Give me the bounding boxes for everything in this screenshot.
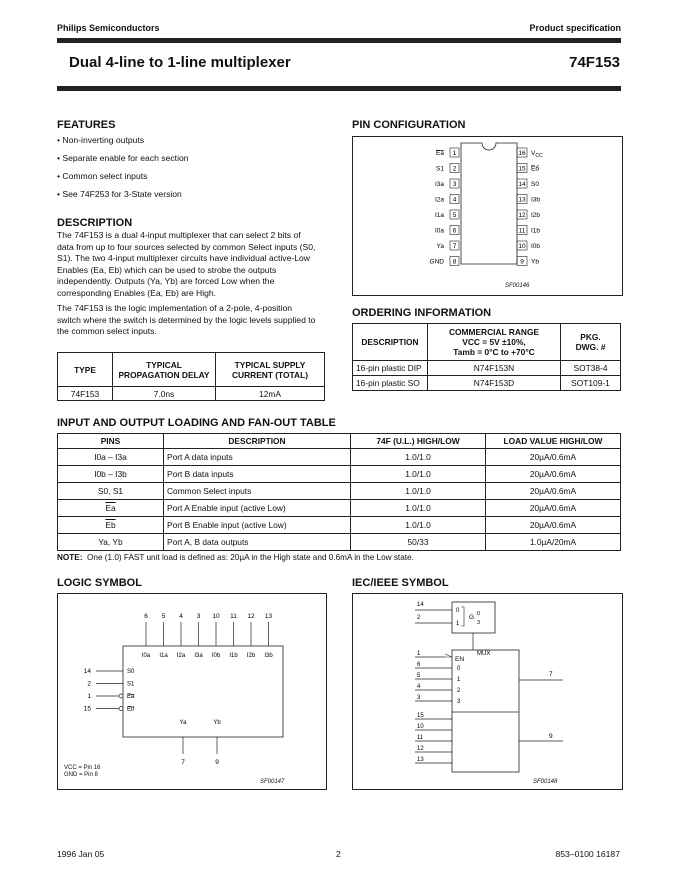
pin-label: I3b [531,196,541,204]
description-heading: DESCRIPTION [57,217,133,229]
delay-header: TYPICAL PROPAGATION DELAY [113,353,216,387]
ordering-pkg-header: PKG. DWG. # [561,324,621,361]
type-header: TYPE [58,353,113,387]
features-list [57,135,189,207]
logic-symbol-diagram [58,594,326,789]
pin-number: 4 [417,684,421,690]
data-index: 3 [457,699,461,705]
pin-number: 7 [549,671,553,678]
feature-item: • Non-inverting outputs [57,135,145,145]
fanout-header: LOAD VALUE HIGH/LOW [486,434,621,449]
en-label: EN [455,656,465,663]
footer-page: 2 [336,849,341,859]
current-cell: 12mA [216,387,325,401]
fanout-row [58,534,621,551]
pin-number: 15 [518,165,526,173]
select-brace [461,607,464,626]
pin-label: I1b [531,227,541,235]
pin-number: 9 [520,258,524,266]
pin-number: 7 [181,759,185,766]
mux-label: MUX [477,651,491,657]
select-bit: 1 [456,621,460,627]
doc-type: Product specification [529,23,621,33]
pin-number: 5 [417,673,421,679]
pin-label: Ea [436,150,444,157]
description-para-2: The 74F153 is the logic implementation of a 2-pole, 4-position switch where the switch is determined by the logic levels supplied to the common select inputs. [57,303,316,337]
input-label: I1b [229,653,238,659]
title-rule [57,86,621,91]
fanout-cell: $\overline{Ea}$ [58,500,164,517]
fanout-cell: Port B data inputs [164,466,351,483]
pin-number: 14 [417,602,424,608]
fanout-header: PINS [58,434,164,449]
pin-number: 6 [417,662,421,668]
type-table [57,352,325,401]
fanout-cell: 1.0/1.0 [351,500,486,517]
iec-symbol-diagram [353,594,622,789]
pin-number: 7 [452,243,457,250]
pin-number: 10 [212,613,220,620]
inversion-bubble [119,694,123,698]
ordering-cell: SOT38-4 [561,361,621,376]
pin-number: 13 [264,613,273,620]
pin-number: 12 [518,212,526,219]
pin-label: I3a [434,181,444,188]
g-top: 0 [477,611,481,617]
fanout-cell: Port A data inputs [164,449,351,466]
feature-item: • See 74F253 for 3-State version [57,189,182,199]
pin-number: 13 [417,757,424,763]
output-label: Ya [179,720,187,726]
fanout-header: DESCRIPTION [164,434,351,449]
fanout-cell: 20µA/0.6mA [486,483,621,500]
header-rule [57,38,621,43]
features-heading: FEATURES [57,119,116,131]
input-label: Ea [127,694,135,700]
fanout-cell: Common Select inputs [164,483,351,500]
g-bot: 3 [477,620,481,626]
pin-config-heading: PIN CONFIGURATION [352,119,466,131]
logic-symbol-box [57,593,327,790]
fanout-row [58,517,621,534]
pin-number: 13 [518,196,526,204]
logic-symbol-heading: LOGIC SYMBOL [57,577,142,589]
input-label: S1 [127,681,135,688]
pin-number: 12 [417,746,424,752]
iec-symbol-box [352,593,623,790]
fanout-cell: 1.0/1.0 [351,517,486,534]
fanout-cell: $\overline{Eb}$ [58,517,164,534]
input-label: Eb [127,706,135,713]
part-number: 74F153 [569,54,620,71]
feature-item: • Common select inputs [57,171,148,181]
pin-number: 1 [417,651,421,657]
ordering-cell: SOT109-1 [561,376,621,391]
pin-number: 6 [144,613,148,620]
data-index: 0 [457,666,461,672]
pin-number: 11 [417,735,424,741]
pin-number: 5 [161,613,166,620]
description-para-1: The 74F153 is a dual 4-input multiplexer that can select 2 bits of data from up to four sources selected by common Select inputs (S0, S1). The two 4-input multiplexer circuits have individual active-Low Enables (Ea, Eb) which can be used to strobe the outputs independently. Outputs (Ya, Yb) are forced Low when the corresponding Enables (Ea, Eb) are High. [57,230,316,298]
input-label: I0a [141,653,151,659]
pin-number: 14 [518,181,526,188]
power-notes: VCC = Pin 16 GND = Pin 8 [64,765,101,778]
fanout-heading: INPUT AND OUTPUT LOADING AND FAN-OUT TABLE [57,417,336,429]
footer-date: 1996 Jan 05 [57,849,105,859]
pin-number: 12 [247,613,255,620]
fanout-cell: I0a – I3a [58,449,164,466]
pin-label: GND [429,258,444,266]
feature-item: • Separate enable for each section [57,153,189,163]
fanout-cell: 1.0/1.0 [351,449,486,466]
pin-number: 15 [417,713,424,719]
ordering-cell: N74F153N [428,361,561,376]
pin-number: 9 [549,733,553,740]
output-label: Yb [213,720,221,726]
pin-number: 2 [452,165,457,173]
g-label: G [469,614,475,621]
pin-label: I0b [531,243,541,250]
input-label: S0 [127,669,135,675]
fanout-table [57,433,621,551]
pin-number: 15 [83,705,91,713]
fanout-cell: 20µA/0.6mA [486,500,621,517]
pin-number: 6 [452,227,457,235]
fanout-cell: Port A Enable input (active Low) [164,500,351,517]
fanout-row [58,466,621,483]
data-index: 1 [457,677,461,683]
pin-number: 3 [452,181,457,188]
input-label: I3a [194,653,203,659]
ordering-cell: N74F153D [428,376,561,391]
pin-number: 2 [417,615,421,621]
pin-label: Yb [531,258,539,266]
pin-label: I1a [434,212,444,219]
fanout-cell: Ya, Yb [58,534,164,551]
pin-label: S0 [531,181,539,188]
fanout-cell: I0b – I3b [58,466,164,483]
pin-number: 14 [83,668,91,675]
pin-number: 16 [518,150,526,157]
select-bit: 0 [456,608,460,614]
ordering-table [352,323,621,391]
fanout-cell: 20µA/0.6mA [486,466,621,483]
data-index: 2 [457,688,461,694]
fanout-row [58,483,621,500]
pin-number: 5 [452,212,457,219]
company-name: Philips Semiconductors [57,23,160,33]
fanout-cell: S0, S1 [58,483,164,500]
input-label: I2a [176,653,186,659]
footer-code: 853–0100 16187 [555,849,620,859]
ordering-cell: 16-pin plastic DIP [353,361,428,376]
negation-indicator [445,654,452,657]
pin-label: I0a [434,227,444,235]
input-label: I1a [159,653,168,659]
ordering-range-header: COMMERCIAL RANGE VCC = 5V ±10%, Tamb = 0°C to +70°C [428,324,561,361]
fanout-note: NOTE: One (1.0) FAST unit load is defined as: 20µA in the High state and 0.6mA in the Low state. [57,553,414,562]
fanout-row [58,449,621,466]
pin-label: I2b [531,212,541,219]
iec-symbol-code: SF00148 [533,779,558,785]
pin-number: 1 [452,150,457,157]
page-title: Dual 4-line to 1-line multiplexer [69,54,291,71]
pin-number: 11 [518,227,526,235]
current-header: TYPICAL SUPPLY CURRENT (TOTAL) [216,353,325,387]
fanout-cell: Port A, B data outputs [164,534,351,551]
fanout-cell: 1.0/1.0 [351,483,486,500]
input-label: I0b [211,653,221,659]
pin-diagram [353,137,622,295]
pin-number: 10 [417,724,424,730]
input-label: I3b [264,653,273,659]
pin-label: Eb [531,165,539,173]
mux-block-outline [452,650,519,772]
pin-number: 10 [518,243,526,250]
pin-number: 11 [230,613,237,620]
pin-number: 8 [452,258,457,266]
pin-config-code: SF00146 [505,283,530,289]
logic-symbol-code: SF00147 [260,779,285,785]
fanout-cell: 1.0µA/20mA [486,534,621,551]
inversion-bubble [119,707,123,711]
ordering-cell: 16-pin plastic SO [353,376,428,391]
fanout-header: 74F (U.L.) HIGH/LOW [351,434,486,449]
pin-number: 4 [179,613,183,620]
fanout-cell: 20µA/0.6mA [486,449,621,466]
ordering-heading: ORDERING INFORMATION [352,307,492,319]
pin-number: 9 [215,759,219,766]
iec-symbol-heading: IEC/IEEE SYMBOL [352,577,449,589]
ordering-desc-header: DESCRIPTION [353,324,428,361]
pin-number: 2 [87,680,91,688]
pin-label: I2a [434,196,444,204]
dip-package-outline [461,143,517,264]
pin-number: 3 [196,613,201,620]
pin-label: S1 [436,165,444,173]
pin-label: Ya [436,243,444,250]
pin-config-box [352,136,623,296]
pin-label: $V_{CC}$ [531,150,543,159]
logic-block-outline [123,646,283,737]
fanout-cell: 1.0/1.0 [351,466,486,483]
pin-number: 3 [417,695,421,701]
fanout-row [58,500,621,517]
pin-number: 1 [87,693,91,700]
fanout-cell: 20µA/0.6mA [486,517,621,534]
input-label: I2b [246,653,256,659]
pin-number: 4 [452,196,457,204]
fanout-cell: Port B Enable input (active Low) [164,517,351,534]
type-cell: 74F153 [58,387,113,401]
delay-cell: 7.0ns [113,387,216,401]
fanout-cell: 50/33 [351,534,486,551]
